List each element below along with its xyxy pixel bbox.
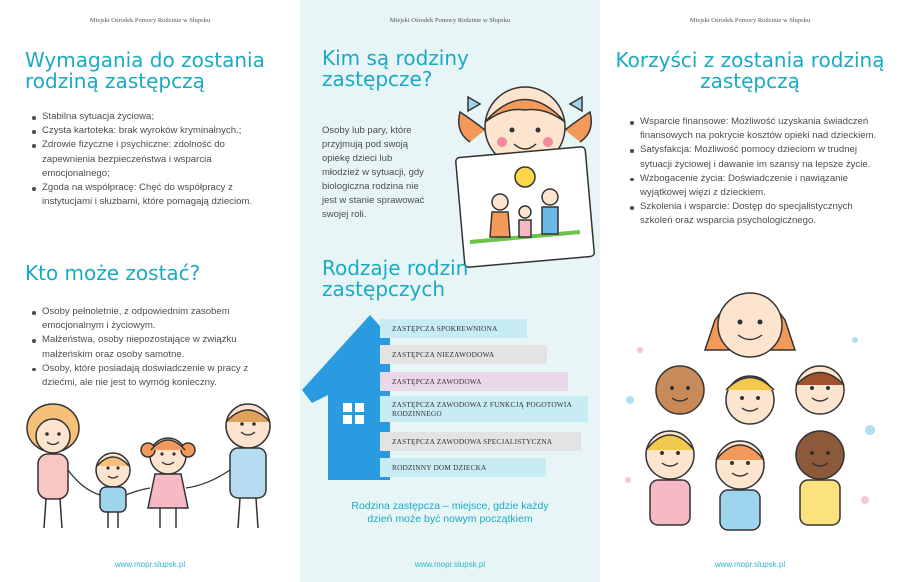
who-are-title: Kim są rodziny zastępcze? [322,46,469,91]
list-item: Szkolenia i wsparcie: Dostęp do specjalistycznych szkoleń oraz wsparcia psychologicznego. [628,200,883,228]
house-icon [300,295,390,485]
footer-url[interactable]: www.mopr.slupsk.pl [714,560,786,569]
panel-requirements [0,0,300,582]
family-illustration [8,400,293,530]
panel-who-are [300,0,600,582]
list-item: Zdrowie fizyczne i psychiczne: zdolność do zapewnienia bezpieczeństwa i wsparcia emocjonalnego; [30,138,270,181]
list-item: Stabilna sytuacja życiowa; [30,110,270,124]
type-bar-zawodowa: ZASTĘPCZA ZAWODOWA [380,372,568,391]
list-item: Satysfakcja: Możliwość pomocy dzieciom w trudnej sytuacji życiowej i dawanie im szansy na lepsze życie. [628,143,883,171]
who-title: Kto może zostać? [25,261,201,285]
footer-url[interactable]: www.mopr.slupsk.pl [114,560,186,569]
benefits-list [628,115,883,229]
who-list [30,305,275,390]
type-bar-spokrewniona: ZASTĘPCZA SPOKREWNIONA [380,319,527,338]
org-name: Miejski Ośrodek Pomocy Rodzinie w Słupsku [89,17,211,24]
type-bar-niezawodowa: ZASTĘPCZA NIEZAWODOWA [380,345,547,364]
list-item: Czysta kartoteka: brak wyroków kryminalnych.; [30,124,270,138]
footer-url[interactable]: www.mopr.slupsk.pl [414,560,486,569]
list-item: Osoby pełnoletnie, z odpowiednim zasobem emocjonalnym i życiowym. [30,305,275,333]
type-bar-specjalistyczna: ZASTĘPCZA ZAWODOWA SPECJALISTYCZNA [380,432,581,451]
org-name: Miejski Ośrodek Pomocy Rodzinie w Słupsku [689,17,811,24]
list-item: Wzbogacenie życia: Doświadczenie i nawiązanie wyjątkowej więzi z dzieckiem. [628,172,883,200]
requirements-title: Wymagania do zostania rodziną zastępczą [25,48,265,93]
girl-drawing-illustration [450,82,600,272]
list-item: Wsparcie finansowe: Możliwość uzyskania świadczeń finansowych na pokrycie kosztów opieki nad dzieckiem. [628,115,883,143]
panel-benefits [600,0,900,582]
types-title: Rodzaje rodzin zastępczych [322,256,469,301]
quote-text: Rodzina zastępcza – miejsce, gdzie każdy dzień może być nowym początkiem [351,500,549,525]
type-bar-rodzinny-dom: RODZINNY DOM DZIECKA [380,458,546,477]
intro-text: Osoby lub pary, które przyjmują pod swoją opiekę dzieci lub młodzież w sytuacji, gdy biologiczna rodzina nie jest w stanie sprawować swojej roli. [322,125,425,220]
list-item: Małżeństwa, osoby niepozostające w związku małżeńskim oraz osoby samotne. [30,333,275,361]
list-item: Osoby, które posiadają doświadczenie w pracy z dziećmi, ale nie jest to wymóg konieczny. [30,362,275,390]
requirements-list [30,110,270,209]
org-name: Miejski Ośrodek Pomocy Rodzinie w Słupsku [389,17,511,24]
type-bar-pogotowie: ZASTĘPCZA ZAWODOWA Z FUNKCJĄ POGOTOWIA RODZINNEGO [380,396,588,422]
kids-group-illustration [620,280,880,550]
benefits-title: Korzyści z zostania rodziną zastępczą [615,48,885,93]
list-item: Zgoda na współpracę: Chęć do współpracy z instytucjami i służbami, które pomagają dzieciom. [30,181,270,209]
